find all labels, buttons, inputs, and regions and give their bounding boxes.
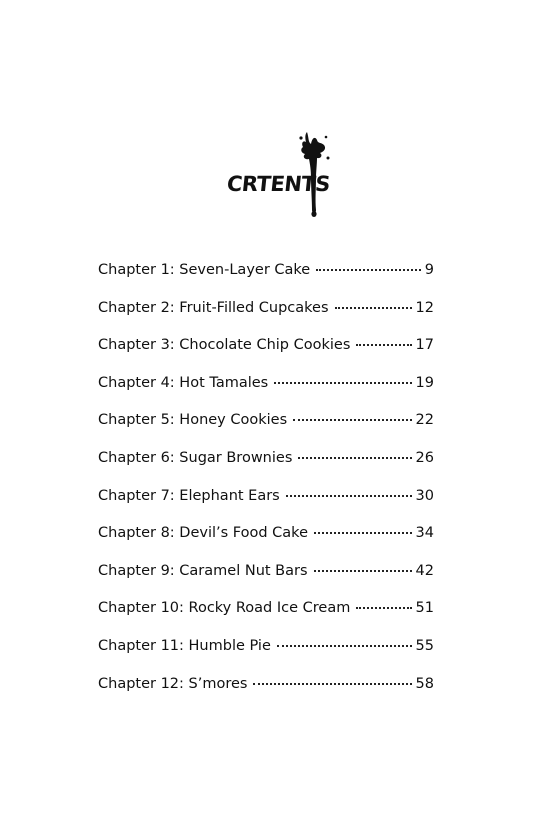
toc-entry: [98, 295, 434, 333]
toc-entry: [98, 483, 434, 521]
toc-entry-page-number: 17: [415, 337, 434, 354]
dot-leader: [253, 683, 411, 685]
toc-entry-title: Chapter 1: Seven-Layer Cake: [98, 262, 311, 278]
contents-title: CRTENTS: [225, 172, 332, 196]
dot-leader: [316, 269, 421, 271]
toc-entry-page-number: 34: [415, 525, 434, 542]
toc-entry: [98, 257, 434, 295]
toc-entry-page-number: 58: [415, 675, 434, 692]
toc-entry-title: Chapter 5: Honey Cookies: [98, 412, 288, 429]
toc-entry-title: Chapter 4: Hot Tamales: [98, 374, 269, 391]
dot-leader: [286, 495, 412, 497]
toc-entry-title: Chapter 11: Humble Pie: [98, 637, 271, 654]
dot-leader: [293, 419, 411, 421]
toc-entry: [98, 445, 434, 483]
toc-entry-title: Chapter 10: Rocky Road Ice Cream: [98, 600, 351, 617]
toc-entry-title: Chapter 8: Devil’s Food Cake: [98, 525, 308, 542]
contents-heading: [0, 120, 533, 220]
toc-entry: [98, 370, 434, 408]
toc-entry-page-number: 30: [415, 487, 434, 504]
dot-leader: [274, 382, 411, 384]
toc-entry-page-number: 19: [415, 374, 434, 391]
toc-entry: [98, 633, 434, 671]
dot-leader: [298, 457, 411, 459]
toc-entry-page-number: 55: [415, 637, 434, 654]
dot-leader: [277, 645, 412, 647]
toc-entry: [98, 332, 434, 370]
toc-entry-page-number: 51: [415, 600, 434, 617]
toc-entry: [98, 558, 434, 596]
toc-entry-title: Chapter 7: Elephant Ears: [98, 487, 280, 504]
toc-entry-page-number: 12: [415, 299, 434, 316]
toc-entry-title: Chapter 9: Caramel Nut Bars: [98, 562, 308, 579]
toc-entry-page-number: 9: [424, 262, 434, 278]
toc-entry-title: Chapter 2: Fruit-Filled Cupcakes: [98, 299, 329, 316]
toc-entry-page-number: 26: [415, 449, 434, 466]
toc-entry: [98, 595, 434, 633]
toc-entry-title: Chapter 6: Sugar Brownies: [98, 449, 293, 466]
dot-leader: [335, 307, 412, 309]
toc-entry: [98, 407, 434, 445]
dot-leader: [356, 344, 411, 346]
toc-entry-page-number: 42: [415, 562, 434, 579]
toc-entry: [98, 520, 434, 558]
toc-entry-page-number: 22: [415, 412, 434, 429]
dot-leader: [356, 607, 411, 609]
table-of-contents: [98, 257, 434, 708]
toc-entry-title: Chapter 3: Chocolate Chip Cookies: [98, 337, 351, 354]
toc-entry-title: Chapter 12: S’mores: [98, 675, 248, 692]
dot-leader: [314, 532, 412, 534]
toc-entry: [98, 671, 434, 709]
dot-leader: [314, 570, 412, 572]
